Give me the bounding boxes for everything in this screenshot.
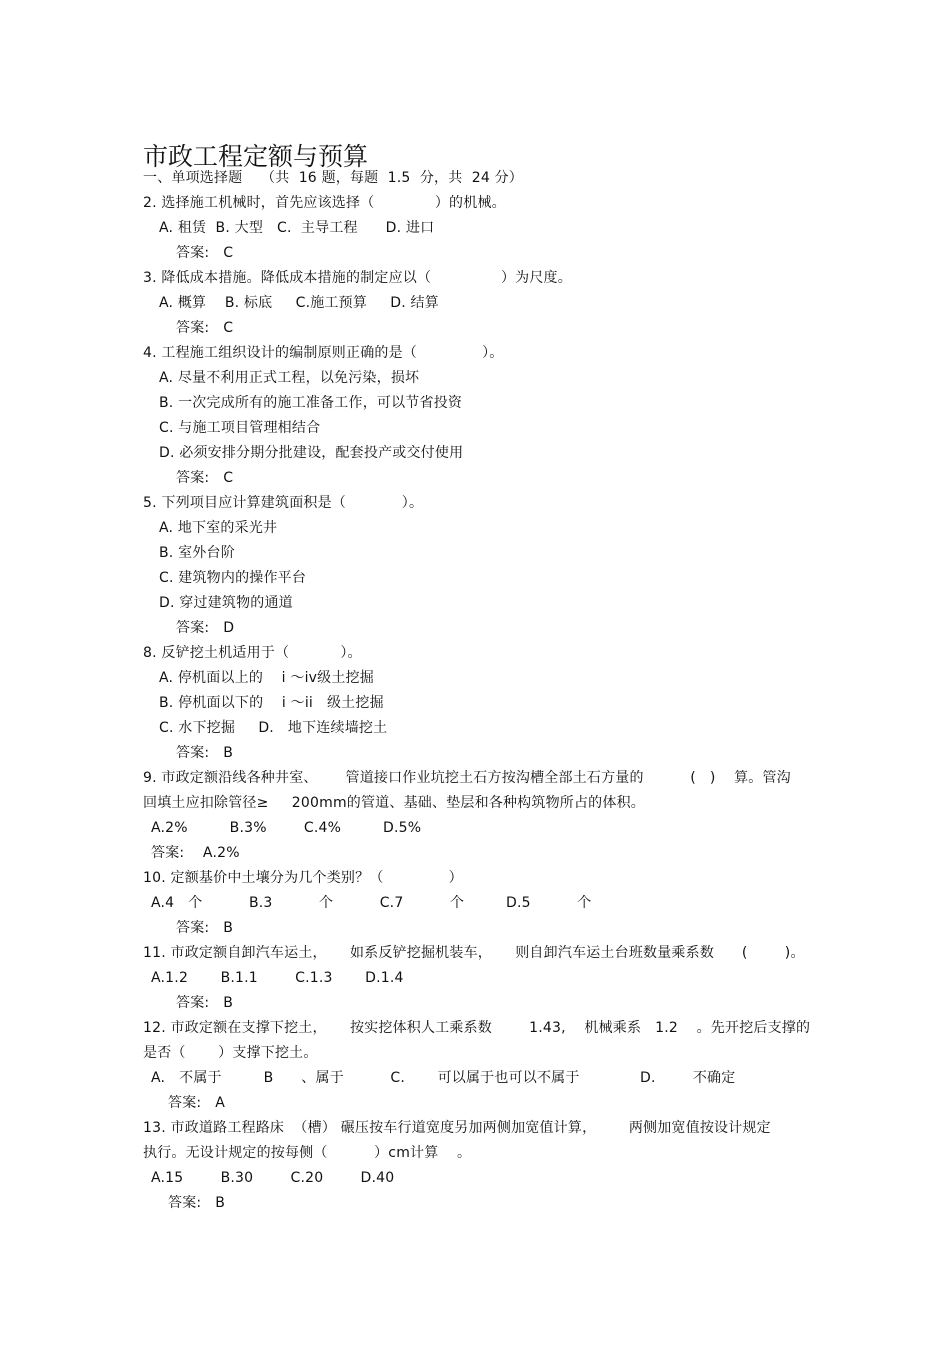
answer-line: 答案: C [176,245,234,261]
question-line: 执行。无设计规定的按每侧（ ）cm计算 。 [143,1145,472,1161]
answer-line: 答案: B [168,1195,226,1211]
answer-line: 答案: C [176,470,234,486]
question-line: 5. 下列项目应计算建筑面积是（ ）。 [143,495,424,511]
option-line: C. 建筑物内的操作平台 [159,570,307,586]
answer-line: 答案: B [176,745,234,761]
question-line: 13. 市政道路工程路床 （槽） 碾压按车行道宽度另加两侧加宽值计算， 两侧加宽值按设计规定 [143,1120,771,1136]
section-heading: 一、单项选择题 （共 16 题，每题 1.5 分，共 24 分） [143,170,523,186]
answer-line: 答案: B [176,920,234,936]
question-line: 10. 定额基价中土壤分为几个类别？（ ） [143,870,463,886]
option-line: A.15 B.30 C.20 D.40 [151,1170,395,1186]
option-line: A. 概算 B. 标底 C.施工预算 D. 结算 [159,295,439,311]
answer-line: 答案: A.2% [151,845,240,861]
answer-line: 答案: B [176,995,234,1011]
option-line: A.2% B.3% C.4% D.5% [151,820,422,836]
question-line: 回填土应扣除管径≥ 200mm的管道、基础、垫层和各种构筑物所占的体积。 [143,795,645,811]
option-line: D. 必须安排分期分批建设，配套投产或交付使用 [159,445,464,461]
option-line: C. 水下挖掘 D. 地下连续墙挖土 [159,720,388,736]
option-line: C. 与施工项目管理相结合 [159,420,321,436]
option-line: B. 一次完成所有的施工准备工作，可以节省投资 [159,395,463,411]
question-line: 是否（ ）支撑下挖土。 [143,1045,318,1061]
option-line: A. 地下室的采光井 [159,520,278,536]
question-line: 12. 市政定额在支撑下挖土， 按实挖体积人工乘系数 1.43, 机械乘系 1.2 。先开挖后支撑的 [143,1020,811,1036]
question-line: 8. 反铲挖土机适用于（ ）。 [143,645,362,661]
question-line: 9. 市政定额沿线各种井室、 管道接口作业坑挖土石方按沟槽全部土石方量的 ( ) 算。管沟 [143,770,791,786]
answer-line: 答案: A [168,1095,226,1111]
question-line: 3. 降低成本措施。降低成本措施的制定应以（ ）为尺度。 [143,270,572,286]
document-title: 市政工程定额与预算 [143,141,369,171]
option-line: A.4 个 B.3 个 C.7 个 D.5 个 [151,895,592,911]
option-line: A. 尽量不利用正式工程，以免污染，损坏 [159,370,420,386]
question-line: 2. 选择施工机械时，首先应该选择（ ）的机械。 [143,195,506,211]
option-line: A. 不属于 B 、属于 C. 可以属于也可以不属于 D. 不确定 [151,1070,736,1086]
answer-line: 答案: D [176,620,235,636]
option-line: A. 租赁 B. 大型 C. 主导工程 D. 进口 [159,220,435,236]
option-line: D. 穿过建筑物的通道 [159,595,293,611]
question-line: 11. 市政定额自卸汽车运土， 如系反铲挖掘机装车， 则自卸汽车运土台班数量乘系数 ( )。 [143,945,805,961]
option-line: B. 停机面以下的 i ～ii 级土挖掘 [159,695,384,711]
answer-line: 答案: C [176,320,234,336]
option-line: A. 停机面以上的 i ～iv级土挖掘 [159,670,374,686]
question-line: 4. 工程施工组织设计的编制原则正确的是（ ）。 [143,345,504,361]
option-line: A.1.2 B.1.1 C.1.3 D.1.4 [151,970,404,986]
option-line: B. 室外台阶 [159,545,235,561]
